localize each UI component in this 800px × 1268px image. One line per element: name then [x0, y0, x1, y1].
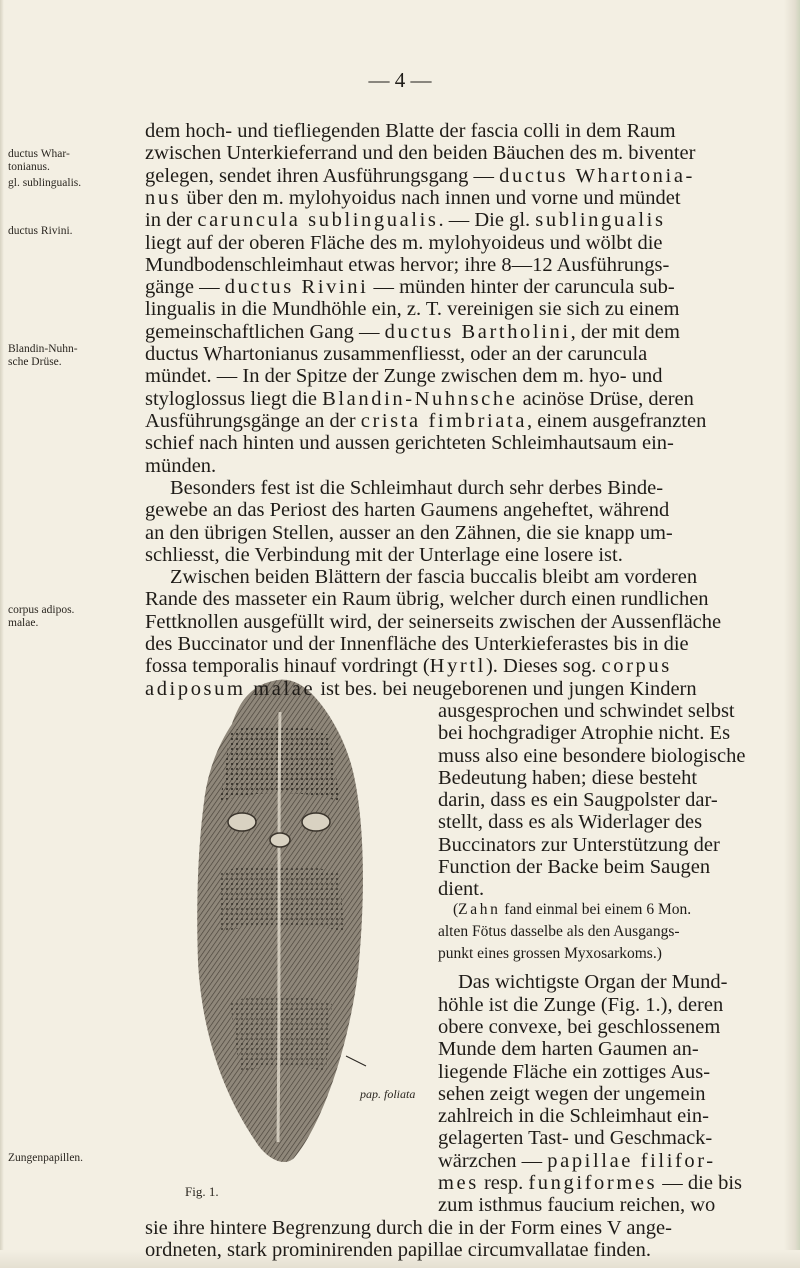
spaced-term: Zahn	[458, 901, 501, 918]
margin-note-text: Zungenpapillen.	[8, 1152, 84, 1164]
text-line	[145, 543, 623, 567]
margin-note-gl-sublingualis	[8, 177, 148, 190]
text-segment: Das wichtigste Organ der Mund-	[458, 971, 728, 993]
spaced-term: caruncula sublingualis	[197, 209, 439, 231]
text-segment: bei hochgradiger Atrophie nicht. Es	[438, 722, 731, 744]
text-segment: stellt, dass es als Widerlager des	[438, 811, 703, 833]
text-segment: Fettknollen ausgefüllt wird, der seinerseits zwischen der Aussenfläche	[145, 611, 722, 633]
text-segment: ordneten, stark prominirenden	[145, 1239, 398, 1261]
text-segment: schief nach hinten und aussen gerichteten Schleimhautsaum ein-	[145, 432, 674, 454]
text-line	[145, 208, 666, 232]
text-line	[145, 1216, 672, 1240]
page-left-edge	[0, 0, 4, 1268]
text-line	[145, 632, 689, 656]
text-segment: Mundbodenschleimhaut etwas hervor; ihre 8—12 Ausführungs-	[145, 254, 670, 276]
text-segment: obere convexe, bei geschlossenem	[438, 1016, 721, 1038]
text-line	[438, 1082, 706, 1106]
text-segment: Zwischen beiden Blättern der fascia buccalis bleibt am vorderen	[170, 566, 698, 588]
text-line	[145, 610, 721, 634]
spaced-term: Hyrtl	[429, 655, 486, 677]
text-segment: liegende Fläche ein zottiges Aus-	[438, 1061, 711, 1083]
text-segment: über den m. mylohyoidus nach innen und vorne und mündet	[181, 187, 681, 209]
text-segment: resp.	[478, 1172, 529, 1194]
text-line	[438, 1060, 710, 1084]
text-line	[438, 1037, 699, 1061]
median-sulcus	[278, 712, 280, 1142]
margin-note-text: ductus Rivini.	[8, 225, 73, 237]
spaced-term: adiposum malae	[145, 678, 316, 700]
text-line	[170, 476, 663, 500]
margin-note-text: ductus Whar- tonianus.	[8, 148, 70, 173]
text-line	[170, 565, 697, 589]
text-segment: acinöse Drüse, deren	[517, 388, 694, 410]
text-line	[145, 164, 695, 188]
text-line	[438, 1193, 715, 1217]
text-line	[145, 253, 669, 277]
text-segment: Besonders fest ist die Schleimhaut durch sehr derbes Binde-	[170, 477, 664, 499]
text-segment: Bedeutung haben; diese besteht	[438, 767, 698, 789]
text-line	[458, 970, 727, 994]
text-segment: . — Die gl.	[438, 209, 536, 231]
text-segment: alten Fötus dasselbe als den Ausgangs-	[438, 923, 680, 940]
text-segment: gewebe an das Periost des harten Gaumens angeheftet, während	[145, 499, 670, 521]
margin-note-ductus-whartonianus	[8, 148, 148, 174]
text-line	[438, 699, 735, 723]
text-segment: — münden hinter der caruncula sub-	[368, 276, 675, 298]
text-segment: an den übrigen Stellen, ausser an den Zähnen, die sie knapp um-	[145, 522, 673, 544]
text-line	[145, 521, 673, 545]
text-segment: sie ihre hintere Begrenzung durch die in der Form eines V ange-	[145, 1217, 672, 1239]
text-line	[145, 454, 216, 478]
text-segment: darin, dass es ein Saugpolster dar-	[438, 789, 718, 811]
text-line	[145, 409, 706, 433]
text-segment: ist bes. bei neugeborenen und jungen Kindern	[315, 678, 697, 700]
text-line	[145, 1238, 651, 1262]
margin-note-blandin-nuhn	[8, 343, 148, 369]
margin-note-zungenpapillen	[8, 1152, 148, 1165]
text-segment: münden.	[145, 455, 217, 477]
text-line	[145, 275, 675, 299]
spaced-term: sublingualis	[535, 209, 666, 231]
text-line	[145, 387, 694, 411]
spaced-term: mes	[438, 1172, 479, 1194]
text-segment: zwischen Unterkieferrand und den beiden Bäuchen des m. biventer	[145, 142, 696, 164]
margin-note-ductus-rivini	[8, 225, 148, 238]
text-line	[145, 364, 663, 388]
text-segment: gänge —	[145, 276, 225, 298]
text-segment: ). Dieses sog.	[485, 655, 602, 677]
figure-caption: Fig. 1.	[185, 1184, 219, 1199]
text-line	[145, 231, 663, 255]
text-line	[438, 833, 720, 857]
text-segment: styloglossus liegt die	[145, 388, 323, 410]
text-segment: Buccinators zur Unterstützung der	[438, 834, 720, 856]
figure-label-pap-foliata: pap. foliata	[360, 1087, 416, 1101]
text-segment: finden.	[588, 1239, 652, 1261]
text-line	[438, 877, 484, 901]
text-line	[438, 1171, 742, 1195]
spaced-term: ductus Rivini	[224, 276, 369, 298]
text-segment: schliesst, die Verbindung mit der Unterlage eine losere ist.	[145, 544, 623, 566]
text-line	[145, 677, 697, 701]
margin-note-corpus-adiposum	[8, 604, 148, 630]
text-line	[145, 431, 674, 455]
spaced-term: ductus Bartholini	[384, 321, 571, 343]
text-segment: ductus Whartonianus zusammenfliesst, oder an der caruncula	[145, 343, 648, 365]
text-segment: gelagerten Tast- und Geschmack-	[438, 1127, 713, 1149]
text-segment: fand einmal bei einem 6 Mon.	[500, 901, 692, 918]
text-segment: (	[453, 901, 459, 918]
text-line	[438, 993, 723, 1017]
text-line	[145, 342, 647, 366]
text-segment: sehen zeigt wegen der ungemein	[438, 1083, 706, 1105]
text-line	[438, 788, 718, 812]
text-segment: liegt auf der oberen Fläche des m. mylohyoideus und wölbt die	[145, 232, 663, 254]
spaced-term: fungiformes	[528, 1172, 658, 1194]
text-line	[145, 297, 679, 321]
text-line	[438, 1149, 716, 1173]
text-segment: Rande des masseter ein Raum übrig, welcher durch einen rundlichen	[145, 588, 709, 610]
text-segment: Function der Backe beim Saugen	[438, 856, 711, 878]
text-segment: zum isthmus faucium reichen, wo	[438, 1194, 716, 1216]
text-line	[438, 810, 702, 834]
text-line	[145, 587, 709, 611]
text-line	[453, 900, 691, 920]
text-segment: dem hoch- und tiefliegenden Blatte der fascia colli in dem Raum	[145, 120, 676, 142]
text-line	[438, 721, 730, 745]
spaced-term: ductus Whartonia-	[499, 165, 695, 187]
spaced-term: papillae filifor-	[547, 1150, 716, 1172]
text-line	[438, 1104, 709, 1128]
text-segment: Munde dem harten Gaumen an-	[438, 1038, 699, 1060]
text-line	[145, 141, 695, 165]
spaced-term: Blandin-Nuhnsche	[322, 388, 518, 410]
text-segment: , der mit dem	[570, 321, 680, 343]
text-segment: des Buccinator und der Innenfläche des Unterkieferastes bis in die	[145, 633, 689, 655]
text-segment: punkt eines grossen Myxosarkoms.)	[438, 945, 662, 962]
text-line	[145, 186, 681, 210]
text-line	[438, 1126, 712, 1150]
text-segment: wärzchen —	[438, 1150, 548, 1172]
margin-note-text: Blandin-Nuhn- sche Drüse.	[8, 343, 78, 368]
text-segment: mündet. — In der Spitze der Zunge zwischen dem m. hyo- und	[145, 365, 663, 387]
text-segment: fossa temporalis hinauf vordringt (	[145, 655, 430, 677]
text-line	[438, 766, 697, 790]
margin-note-text: corpus adipos. malae.	[8, 604, 75, 629]
spaced-term: nus	[145, 187, 182, 209]
text-line	[145, 498, 669, 522]
text-segment: dient.	[438, 878, 485, 900]
text-line	[438, 855, 710, 879]
text-line	[438, 744, 745, 768]
page-number: — 4 —	[368, 68, 432, 92]
text-segment: in der	[145, 209, 198, 231]
text-line	[438, 1015, 720, 1039]
text-line	[145, 119, 676, 143]
text-segment: ausgesprochen und schwindet selbst	[438, 700, 735, 722]
text-segment: gemeinschaftlichen Gang —	[145, 321, 385, 343]
text-line	[438, 922, 680, 942]
text-segment: muss also eine besondere biologische	[438, 745, 746, 767]
spaced-term: corpus	[601, 655, 672, 677]
text-segment: papillae circumvallatae	[397, 1239, 589, 1261]
margin-note-text: gl. sublingualis.	[8, 177, 82, 189]
text-segment: lingualis in die Mundhöhle ein, z. T. vereinigen sie sich zu einem	[145, 298, 680, 320]
text-segment: , einem ausgefranzten	[527, 410, 707, 432]
text-line	[145, 654, 672, 678]
text-line	[145, 320, 680, 344]
text-line	[438, 944, 662, 964]
text-segment: — die bis	[657, 1172, 743, 1194]
text-segment: Ausführungsgänge an der	[145, 410, 361, 432]
text-segment: zahlreich in die Schleimhaut ein-	[438, 1105, 709, 1127]
text-segment: höhle ist die Zunge (Fig. 1.), deren	[438, 994, 724, 1016]
text-segment: gelegen, sendet ihren Ausführungsgang —	[145, 165, 500, 187]
page-right-edge	[784, 0, 800, 1268]
spaced-term: crista fimbriata	[360, 410, 528, 432]
